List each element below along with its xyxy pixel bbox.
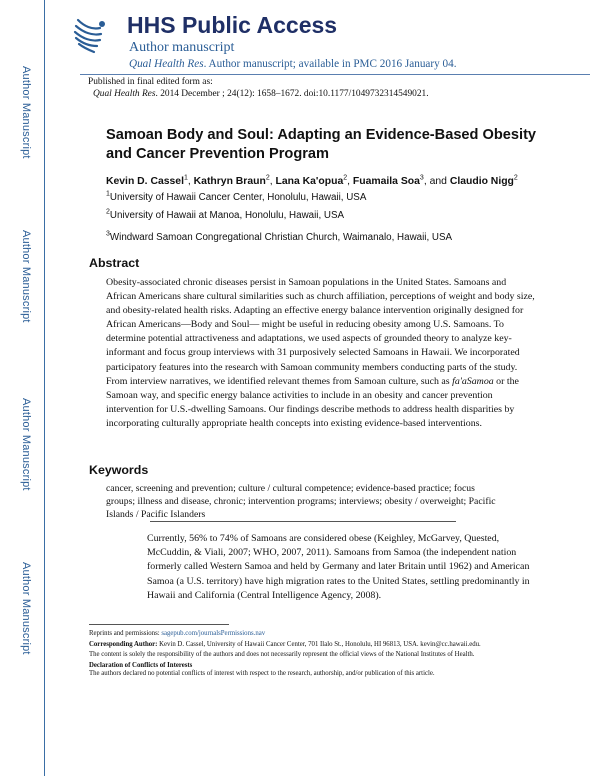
author-name[interactable]: Lana Ka'opua <box>275 176 344 187</box>
conflicts-text: The authors declared no potential conflicts of interest with respect to the research, authorship, and/or publication of this article. <box>89 670 435 678</box>
disclaimer-note: The content is solely the responsibility of the authors and does not necessarily represent the official views of the National Institutes of Health. <box>89 651 475 659</box>
sidebar-label-author-manuscript: Author Manuscript <box>20 230 32 323</box>
corresponding-author-text: Kevin D. Cassel, University of Hawaii Cancer Center, 701 Ilalo St., Honolulu, HI 96813, USA. kevin@cc.hawaii.edu. <box>157 640 481 648</box>
affiliation-text: Windward Samoan Congregational Christian Church, Waimanalo, Hawaii, USA <box>109 232 453 243</box>
published-citation <box>88 89 429 101</box>
conflicts-note <box>89 662 499 679</box>
author-affiliation-marker: 2 <box>265 174 270 182</box>
conflicts-heading: Declaration of Conflicts of Interests <box>89 661 193 669</box>
author-name[interactable]: Fuamaila Soa <box>352 176 420 187</box>
journal-name: Qual Health Res <box>129 58 204 70</box>
journal-availability-line <box>129 58 457 70</box>
hhs-public-access-title: HHS Public Access <box>127 12 338 38</box>
author-manuscript-subtitle: Author manuscript <box>129 40 235 55</box>
affiliation-marker: 2 <box>106 208 110 216</box>
journal-availability: . Author manuscript; available in PMC 2016 January 04. <box>203 58 457 70</box>
corresponding-author-note <box>89 641 499 650</box>
body-paragraph: Currently, 56% to 74% of Samoans are considered obese (Keighley, McGarvey, Quested, McCuddin, & Viali, 2007; WHO, 2007, 2011). Samoans from Samoa (the independent nation formerly called Western Samoa and held by Germany and later Britain until 1962) and American Samoa (a U.S. territory) have high migration rates to the United States, settling predominantly in Hawaii and California (Central Intelligence Agency, 2008). <box>147 533 530 601</box>
author-affiliation-marker: 1 <box>183 174 188 182</box>
author-separator: , <box>187 176 194 187</box>
published-info <box>88 77 429 100</box>
keywords-heading: Keywords <box>89 463 149 477</box>
author-separator: , <box>269 176 276 187</box>
footnotes <box>89 630 499 681</box>
sidebar-divider <box>44 0 45 776</box>
abstract-italic-term: fa'aSamoa <box>452 375 494 387</box>
sidebar-label-author-manuscript: Author Manuscript <box>20 562 32 655</box>
abstract-text <box>106 276 538 431</box>
abstract-text-part: or the Samoan way, and specific energy balance activities to include in an obesity and cancer prevention intervention for U.S.-dwelling Samoans. Our findings describe methods to address health disparities by incorporating culturally appropriate health concepts into existing evidence-based interventions. <box>106 375 519 429</box>
affiliation-marker: 3 <box>106 230 110 238</box>
sidebar-label-author-manuscript: Author Manuscript <box>20 66 32 159</box>
reprints-link[interactable]: sagepub.com/journalsPermissions.nav <box>161 630 266 637</box>
author-name[interactable]: Kevin D. Cassel <box>106 176 184 187</box>
footnote-divider <box>89 624 229 625</box>
abstract-heading: Abstract <box>89 256 140 270</box>
author-affiliation-marker: 2 <box>513 174 518 182</box>
reprints-note <box>89 630 499 639</box>
paper-title: Samoan Body and Soul: Adapting an Evidence-Based Obesity and Cancer Prevention Program <box>106 127 537 162</box>
keywords-text: cancer, screening and prevention; culture / cultural competence; evidence-based practice; focus groups; illness and disease, chronic; intervention programs; interviews; obesity / overweight; Pacific Islands / Pacific Islanders <box>106 483 496 521</box>
affiliation-text: University of Hawaii Cancer Center, Honolulu, Hawaii, USA <box>109 192 367 203</box>
author-separator: , <box>347 176 353 187</box>
reprints-label: Reprints and permissions: <box>89 630 162 637</box>
sidebar-label-author-manuscript: Author Manuscript <box>20 398 32 491</box>
author-list <box>106 176 518 187</box>
author-affiliation-marker: 2 <box>343 174 348 182</box>
author-name[interactable]: Claudio Nigg <box>449 176 514 187</box>
author-name[interactable]: Kathryn Braun <box>193 176 266 187</box>
header-divider <box>80 74 590 75</box>
body-divider <box>150 521 456 522</box>
affiliation-text: University of Hawaii at Manoa, Honolulu, Hawaii, USA <box>109 210 345 221</box>
affiliation <box>106 210 344 221</box>
affiliation <box>106 232 452 243</box>
affiliation <box>106 192 366 203</box>
published-citation-text: . 2014 December ; 24(12): 1658–1672. doi:10.1177/1049732314549021. <box>155 88 429 99</box>
published-journal: Qual Health Res <box>93 88 156 99</box>
published-label: Published in final edited form as: <box>88 77 213 87</box>
corresponding-author-label: Corresponding Author: <box>89 640 158 648</box>
hhs-eagle-logo-icon <box>70 12 110 56</box>
affiliation-marker: 1 <box>106 190 110 198</box>
author-affiliation-marker: 3 <box>419 174 424 182</box>
author-separator: , and <box>423 176 450 187</box>
abstract-text-part: Obesity-associated chronic diseases persist in Samoan populations in the United States. Samoans and African Americans share cultural similarities such as church affiliation, perceptions of weight and body size, and obesity-related health risks. Adapting an effective energy balance intervention originally designed for African Americans—Body and Soul— might be useful in reducing obesity among U.S. Samoans. To determine potential attractiveness and adaptations, we used aspects of grounded theory to analyze key-informant and focus group interviews with 31 purposively selected Samoans in Hawaii. We incorporated participatory features into the research with Samoan community members conducting parts of the study. From interview narratives, we identified relevant themes from Samoan culture, such as <box>106 277 535 387</box>
